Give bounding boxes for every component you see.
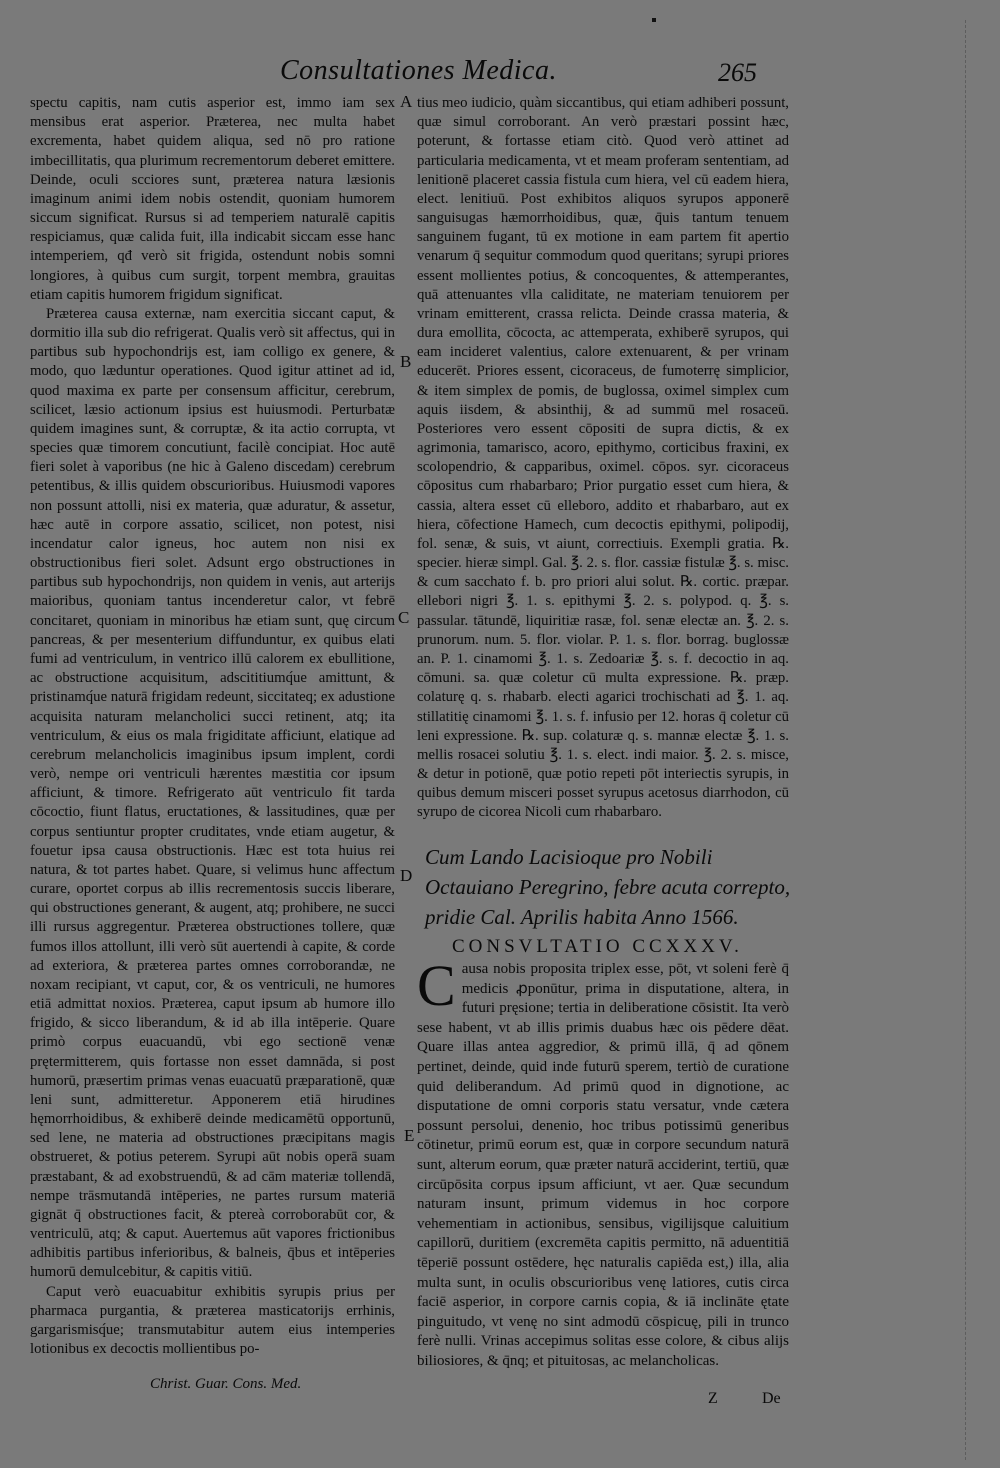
left-paragraph-2: Præterea causa externæ, nam exercitia siccant caput, & dormitio illa sub dio refrigerat. Qualis verò sit affectus, qui in partibus sub hypochondrijs est, iam colligo ex genere, & modo, quo læduntur operationes. Quod igitur attinet ad id, quod maxima ex parte per consensum afficitur, cerebrum, scilicet, læsio actionum ipsius est huiusmodi. Perturbatæ quidem imagines sunt, & corruptæ, & ita actio corrupta, vt species quæ timorem concutiunt, facilè concipiat. Hoc autē fieri solet à vaporibus (ne hic à Galeno discedam) cerebrum petentibus, & illis quidem obscurioribus. Huiusmodi vapores non possunt attolli, nisi ex materia, quæ aduratur, & assetur, hæc autē in corpore assatio, scilicet, non potest, nisi incendatur calor igneus, hoc autem non nisi ex obstructionibus fieri solet. Adsunt ergo obstructiones in partibus sub hypochondrijs, non quidem in venis, aut arterijs maioribus, quoniam tantus incenderetur calor, vt febrē concitaret, quoniam in minoribus hæ etiam sunt, quę circum pancreas, & per mesenterium diffunduntur, ex quibus elati fumi ad ventriculum, in ventrico illū calorem ex ebullitione, ac obstructione acquisitum, adscititiumq́ue amittunt, & pristinamq́ue naturā frigidam redeunt, siccitateq; ex adustione acquisita naturam melancholici succi retinent, atq; ita ventriculum, & eius os mala frigiditate afficiunt, elatique ad cerebrum melancholicis imaginibus ipsum implent, cordi verò, nempe ori ventriculi hærentes mæstitia cor ipsum afficiunt, & timore. Refrigerato aūt ventriculo fit tarda cōcoctio, fiunt flatus, eructationes, & lassitudines, quæ per corpus sentiuntur propter cruditates, vnde etiam augetur, & fouetur ipsa causa obstructionis. Hæc est tota huius rei natura, & tot partes habet. Quare, si velimus hunc affectum curare, oportet corpus ab illis recrementosis succis liberare, qui obstructiones generant, & augent, atq; prohibere, ne succi illi rursus aggregentur. Præterea obstructiones tollere, quæ fumos illos attollunt, illi verò sūt auertendi à capite, & corde ad exteriora, & præterea partes omnes corroborandæ, ne noxam recipiant, vt caput, cor, & os ventriculi, ne humores etiā admittat noxios. Præterea, caput ipsum ab humore illo frigido, & sicco liberandum, & id ab illa intēperie. Quare primò corpus euacuandū, vbi ego sectionē venæ prętermitterem, quis fortasse non esset damnāda, si post humorū, præsertim primas venas euacuatū præparationē, quæ leni sunt, admitteretur. Apponerem etiā hirudines hęmorrhoidibus, & exhiberē deinde medicamētū opportunū, sed lene, ne materia ad obstructiones præcipitans magis obstrueret, & potius peterem. Syrupi aūt nobis operā suam præstabant, & ad exobstruendū, & ad cām materiæ tollendā, nempe trāsmutandā intēperies, ne partes rursum materiā gignāt q̄ obstructiones facit, & ptereà corroborabūt cor, & ventriculū, atq; & caput. Auertemus aūt vapores frictionibus adhibitis partibus inferioribus, & balneis, q̄bus et intēperies humorū demulcebitur, & capitis vitiū. [30,305,395,1281]
footer-signature: Christ. Guar. Cons. Med. [150,1376,302,1392]
ink-spot [652,18,656,22]
signature-mark: Z [708,1390,718,1407]
consultation-number: CONSVLTATIO CCXXXV. [452,936,743,957]
left-paragraph-1: spectu capitis, nam cutis asperior est, immo iam sex mensibus erat asperior. Præterea, nec multa habet excrementa, habet quidem aliqua, sed nō pro ratione imbecillitatis, qua plurimum recrementorum deberet emittere. Deinde, oculi scciores sunt, præterea natura læsionis imaginum animi idem nobis ostendit, quoniam humorem siccum significat. Rursus si ad temperiem naturalē capitis respiciamus, quæ calida fuit, illa indicabit siccam esse hanc intemperiem, qđ verò sit frigida, ostendunt nobis somni longiores, à quibus cum surgit, torpent membra, grauitas etiam capitis humorem frigidum significat. [30,95,395,303]
margin-marker-c: C [398,608,410,627]
consultation-text: ausa nobis proposita triplex esse, pōt, vt soleni ferè q̄ medicis ꝓponūtur, prima in disputatione, altera, in futuri pręsione; tertia in deliberatione cōsistit. Ita verò sese habent, vt ab illis primis duabus hæc ois pēdere dēat. Quare illas antea aggredior, & primū illā, q̄ ad qōnem pertinet, deinde, quid inde futurū sperem, tertiò de curatione quid deliberandum. Ad primū quod in dignotione, ac disputatione de omni corporis statu versatur, vnde cætera possunt persolui, denenio, hoc tribus potissimū generibus cōtinetur, primū eorum est, quæ in corpore secundum naturā sunt, alterum eorum, quæ præter naturā acciderint, tertiū, quæ circūpōsita corpus ipsum afficiunt, vt aer. Quæ secundum naturam insunt, primum videmus in hoc corpore vehementiam in actionibus, sensibus, vigilijsque caluitium capillorū, duritiem (excremēta capitis permitto, nā aduentitiā tēperiē possunt ostēdere, hęc naturalis capiēda est,) illa, alia multa sunt, in oculis obscurioribus venę latiores, cutis circa faciē asperior, in corpore carnis copia, & iā inclināte ętate pinguitudo, vt venę no sint admodū cōspicuę, pili in trunco ferè nulli. Vrinas accepimus solitas esse colore, & cibus alijs biliosiores, & q̄nq; et pituitosas, ac melancholicas. [417,961,789,1369]
page-edge [965,20,996,1460]
running-title: Consultationes Medica. [280,55,557,86]
drop-cap: C [417,953,456,1018]
consultation-body [417,953,789,1371]
right-column [417,94,789,823]
margin-marker-d: D [400,866,413,885]
margin-marker-a: A [400,92,413,111]
page-number: 265 [718,58,757,87]
catchword: De [762,1390,781,1407]
margin-marker-b: B [400,352,412,371]
consultation-heading: Cum Lando Lacisioque pro Nobili Octauiano Peregrino, febre acuta correpto, pridie Cal. Aprilis habita Anno 1566. [425,845,791,929]
right-paragraph-1: tius meo iudicio, quàm siccantibus, qui etiam adhiberi possunt, quæ simul corroborant. An verò præstari possint hæc, poterunt, & fortasse etiam citò. Quod verò attinet ad particularia medicamenta, vt et meam proferam sententiam, ad lenitionē placeret cassia fistula cum hiera, vel cū eadem hiera, elect. lenitiuū. Post exhibitos aliquos syrupos apponerē sanguisugas hæmorrhoidibus, quæ, q̄uis tantum tenuem sanguinem fugant, tū ex motione in eam partem fit apertio venarum q̄ sequitur commodum quod queritans; syrupi priores essent mollientes potius, & concoquentes, & attemperantes, quā attenuantes vlla caliditate, ne materiam tenuiorem per vrinam emitterent, crassa relicta. Deinde crassa materia, & dura emollita, cōcocta, ac attemperata, exhiberē syrupos, qui eam incideret valentius, calore extenuarent, & per vrinam educerēt. Priores essent, cicoraceus, de fumoterrę simplicior, & item simplex de pomis, de buglossa, oximel simplex cum aquis iisdem, & absinthij, & ad summū mel rosaceū. Posteriores vero essent cōpositi de supra dictis, & ex agrimonia, tamarisco, acoro, epithymo, corticibus fraxini, ex scolopendrio, & capparibus, oximel. cōpos. syr. cicoraceus cōpositus cum rhabarbaro; Prior purgatio esset cum hiera, & cassia, altera esset cū elleboro, addito et rhabarbaro, aut ex hiera, cōfectione Hamech, cum decoctis epithymi, polipodij, fol. senæ, & suis, vt aiunt, correctiuis. Exempli gratia. ℞. specier. hieræ simpl. Gal. ℥. 2. s. flor. cassiæ fistulæ ℥. s. misc. & cum sacchato f. b. pro priori alui solut. ℞. cortic. præpar. ellebori nigri ℥. 1. s. epithymi ℥. 2. s. polypod. q. ℥. s. passular. tātundē, liquiritiæ rasæ, fol. senæ electæ an. ℥. 2. s. prunorum. num. 5. flor. violar. P. 1. s. flor. borrag. buglossæ an. P. 1. cinamomi ℥. 1. s. Zedoariæ ℥. s. f. decoctio in aq. cōmuni. sa. quæ coletur cū multa expressione. ℞. præp. colaturę q. s. rhabarb. electi agarici trochischati ad ℥. 1. aq. stillatitię cinamomi ℥. 1. s. f. infusio per 12. horas q̄ coletur cū leni expressione. ℞. sup. colaturæ q. s. mannæ electæ ℥. 1. s. mellis rosacei solutiu ℥. 1. s. elect. indi maior. ℥. 2. s. misce, & detur in potionē, quæ potio repeti pōt interiectis syrupis, in quibus demum misceri posset syrupus acetosus diarrhodon, cū syrupo de cicorea Nicoli cum rhabarbaro. [417,95,789,821]
left-column [30,94,395,1359]
margin-marker-e: E [404,1126,415,1145]
left-paragraph-3: Caput verò euacuabitur exhibitis syrupis prius per pharmaca purgantia, & præterea masticatorijs errhinis, gargarismisq́ue; transmutabitur autem eius intemperies lotionibus ex decoctis mollientibus po- [30,1283,395,1358]
